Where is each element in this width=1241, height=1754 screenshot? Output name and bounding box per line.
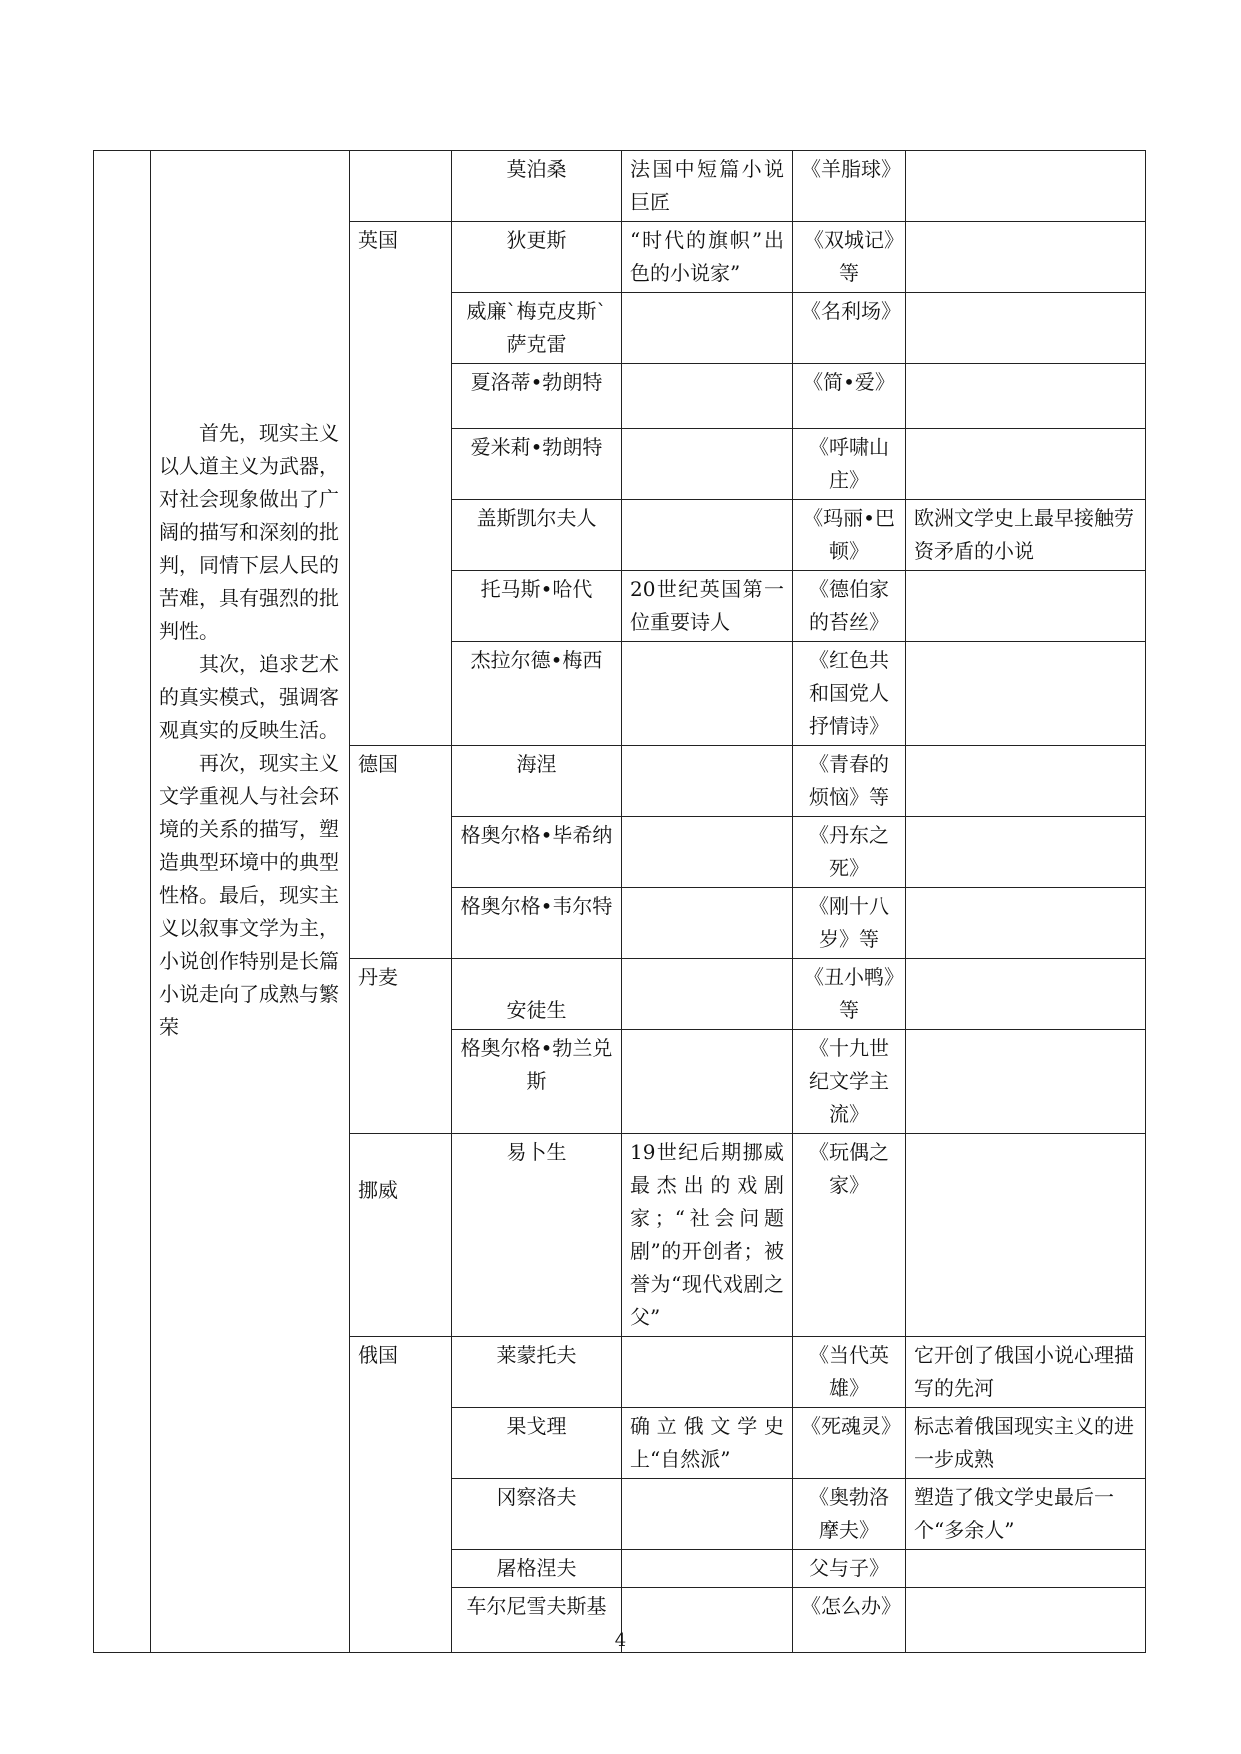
note-cell: [906, 746, 1146, 817]
features-cell: [151, 151, 350, 1653]
country-cell-england: 英国: [350, 222, 452, 746]
author-cell: 屠格涅夫: [452, 1550, 622, 1588]
work-cell: 《红色共和国党人抒情诗》: [793, 642, 906, 746]
author-cell: 格奥尔格•勃兰兑斯: [452, 1030, 622, 1134]
country-cell-denmark: 丹麦: [350, 959, 452, 1134]
title-cell: [622, 1337, 793, 1408]
author-cell: 易卜生: [452, 1134, 622, 1337]
title-cell: [622, 746, 793, 817]
table-row: [94, 151, 1146, 222]
author-cell: 格奥尔格•韦尔特: [452, 888, 622, 959]
features-paragraph: 首先，现实主义以人道主义为武器，对社会现象做出了广阔的描写和深刻的批判，同情下层人民的苦难，具有强烈的批判性。: [159, 421, 339, 643]
title-cell: [622, 429, 793, 500]
title-cell: 确立俄文学史上“自然派”: [622, 1408, 793, 1479]
note-cell: [906, 817, 1146, 888]
title-cell: 19世纪后期挪威最杰出的戏剧家；“社会问题剧”的开创者；被誉为“现代戏剧之父”: [622, 1134, 793, 1337]
work-cell: 《刚十八岁》等: [793, 888, 906, 959]
work-cell: 《当代英雄》: [793, 1337, 906, 1408]
author-cell: 海涅: [452, 746, 622, 817]
work-cell: 《玩偶之家》: [793, 1134, 906, 1337]
note-cell: [906, 1030, 1146, 1134]
title-cell: [622, 888, 793, 959]
blank-column-cell: [94, 151, 151, 1653]
note-cell: [906, 222, 1146, 293]
note-cell: [906, 364, 1146, 429]
note-cell: 塑造了俄文学史最后一个“多余人”: [906, 1479, 1146, 1550]
note-cell: [906, 1550, 1146, 1588]
author-cell: 盖斯凯尔夫人: [452, 500, 622, 571]
work-cell: 《玛丽•巴顿》: [793, 500, 906, 571]
author-cell: 威廉`梅克皮斯`萨克雷: [452, 293, 622, 364]
note-cell: [906, 1134, 1146, 1337]
title-cell: “时代的旗帜”出色的小说家”: [622, 222, 793, 293]
title-cell: 20世纪英国第一位重要诗人: [622, 571, 793, 642]
note-cell: 欧洲文学史上最早接触劳资矛盾的小说: [906, 500, 1146, 571]
author-cell: 莫泊桑: [452, 151, 622, 222]
author-cell: 托马斯•哈代: [452, 571, 622, 642]
work-cell: 《丹东之死》: [793, 817, 906, 888]
author-cell: 格奥尔格•毕希纳: [452, 817, 622, 888]
title-cell: [622, 364, 793, 429]
title-cell: [622, 500, 793, 571]
title-cell: [622, 1479, 793, 1550]
note-cell: [906, 959, 1146, 1030]
title-cell: [622, 817, 793, 888]
note-cell: [906, 151, 1146, 222]
note-cell: [906, 642, 1146, 746]
features-paragraph: 其次，追求艺术的真实模式，强调客观真实的反映生活。: [159, 652, 339, 742]
title-cell: [622, 642, 793, 746]
country-cell-germany: 德国: [350, 746, 452, 959]
author-cell: 安徒生: [452, 959, 622, 1030]
author-cell: 果戈理: [452, 1408, 622, 1479]
author-cell: 冈察洛夫: [452, 1479, 622, 1550]
note-cell: [906, 571, 1146, 642]
author-cell: 狄更斯: [452, 222, 622, 293]
work-cell: 《简•爱》: [793, 364, 906, 429]
title-cell: 法国中短篇小说巨匠: [622, 151, 793, 222]
author-cell: 夏洛蒂•勃朗特: [452, 364, 622, 429]
country-cell-russia: 俄国: [350, 1337, 452, 1653]
author-cell: 杰拉尔德•梅西: [452, 642, 622, 746]
page-number: 4: [614, 1630, 627, 1651]
note-cell: [906, 888, 1146, 959]
note-cell: [906, 293, 1146, 364]
country-cell-empty: [350, 151, 452, 222]
work-cell: 《德伯家的苔丝》: [793, 571, 906, 642]
title-cell: [622, 959, 793, 1030]
work-cell: 《羊脂球》: [793, 151, 906, 222]
work-cell: 《双城记》等: [793, 222, 906, 293]
work-cell: 《呼啸山庄》: [793, 429, 906, 500]
features-paragraph: 再次，现实主义文学重视人与社会环境的关系的描写，塑造典型环境中的典型性格。最后，现实主义以叙事文学为主，小说创作特别是长篇小说走向了成熟与繁荣: [159, 751, 339, 1039]
work-cell: 《名利场》: [793, 293, 906, 364]
title-cell: [622, 293, 793, 364]
work-cell: 父与子》: [793, 1550, 906, 1588]
author-cell: 车尔尼雪夫斯基: [452, 1588, 622, 1653]
work-cell: 《怎么办》: [793, 1588, 906, 1653]
work-cell: 《奥勃洛摩夫》: [793, 1479, 906, 1550]
work-cell: 《十九世纪文学主流》: [793, 1030, 906, 1134]
note-cell: [906, 429, 1146, 500]
work-cell: 《青春的烦恼》等: [793, 746, 906, 817]
work-cell: 《死魂灵》: [793, 1408, 906, 1479]
note-cell: 标志着俄国现实主义的进一步成熟: [906, 1408, 1146, 1479]
author-cell: 爱米莉•勃朗特: [452, 429, 622, 500]
country-cell-norway: 挪威: [350, 1134, 452, 1337]
title-cell: [622, 1550, 793, 1588]
note-cell: 它开创了俄国小说心理描写的先河: [906, 1337, 1146, 1408]
literature-table: [93, 150, 1146, 1653]
title-cell: [622, 1030, 793, 1134]
work-cell: 《丑小鸭》等: [793, 959, 906, 1030]
author-cell: 莱蒙托夫: [452, 1337, 622, 1408]
